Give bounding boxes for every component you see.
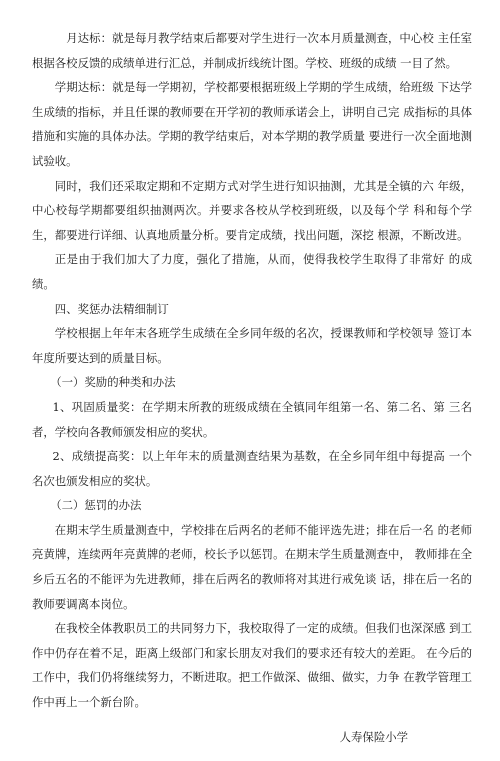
paragraph-improvement-award: 2、成绩提高奖：以上年年末的质量测查结果为基数，在全乡同年组中每提高 一个名次也颁发相应的奖状。 [32, 449, 472, 488]
subheading-penalty-methods: （二）惩罚的办法 [50, 498, 142, 513]
paragraph-monthly-target: 月达标：就是每月教学结束后都要对学生进行一次本月质量测查，中心校 主任室根据各校反馈的成绩单进行汇总，并制成折线统计图。学校、班级的成绩 一目了然。 [32, 31, 472, 70]
document-page [32, 26, 472, 761]
paragraph-penalties: 在期末学生质量测查中，学校排在后两名的老师不能评选先进；排在后一名 的老师亮黄牌，连续两年亮黄牌的老师，校长予以惩罚。在期末学生质量测查中， 教师排在全乡后五名的不能评为先进教师，排在后两名的教师将对其进行戒免谈 话，排在后一名的教师要调离本岗位。 [32, 522, 472, 611]
paragraph-conclusion: 在我校全体教职员工的共同努力下，我校取得了一定的成绩。但我们也深深感 到工作中仍存在着不足，距离上级部门和家长朋友对我们的要求还有较大的差距。 在今后的工作中，我们仍将继续努力，不断进取。把工作做深、做细、做实，力争 在教学管理工作中再上一个新台阶。 [32, 621, 472, 710]
paragraph-semester-target: 学期达标：就是每一学期初，学校都要根据班级上学期的学生成绩，给班级 下达学生成绩的指标，并且任课的教师要在开学初的教师承诺会上，讲明自己完 成指标的具体措施和实施的具体办法。学期的教学结束后，对本学期的教学质量 要进行一次全面地测试验收。 [32, 80, 472, 168]
subheading-reward-types: （一）奖励的种类和办法 [50, 375, 176, 390]
paragraph-quality-goals: 学校根据上年年末各班学生成绩在全乡同年级的名次，授课教师和学校领导 签订本年度所要达到的质量目标。 [32, 326, 472, 365]
paragraph-consolidation-award: 1、巩固质量奖：在学期末所教的班级成绩在全镇同年组第一名、第二名、第 三名者，学校向各教师颁发相应的奖状。 [32, 399, 472, 439]
school-signature: 人寿保险小学 [339, 729, 408, 744]
section-heading-rewards-penalties: 四、奖惩办法精细制订 [54, 301, 169, 316]
paragraph-results: 正是由于我们加大了力度，强化了措施，从而，使得我校学生取得了非常好 的成绩。 [32, 252, 472, 291]
paragraph-sampling-tests: 同时，我们还采取定期和不定期方式对学生进行知识抽测，尤其是全镇的六 年级，中心校每学期都要组织抽测两次。并要求各校从学校到班级，以及每个学 科和每个学生，都要进行详细、认真地质量分析。要肯定成绩，找出问题，深挖 根源，不断改进。 [32, 178, 472, 242]
